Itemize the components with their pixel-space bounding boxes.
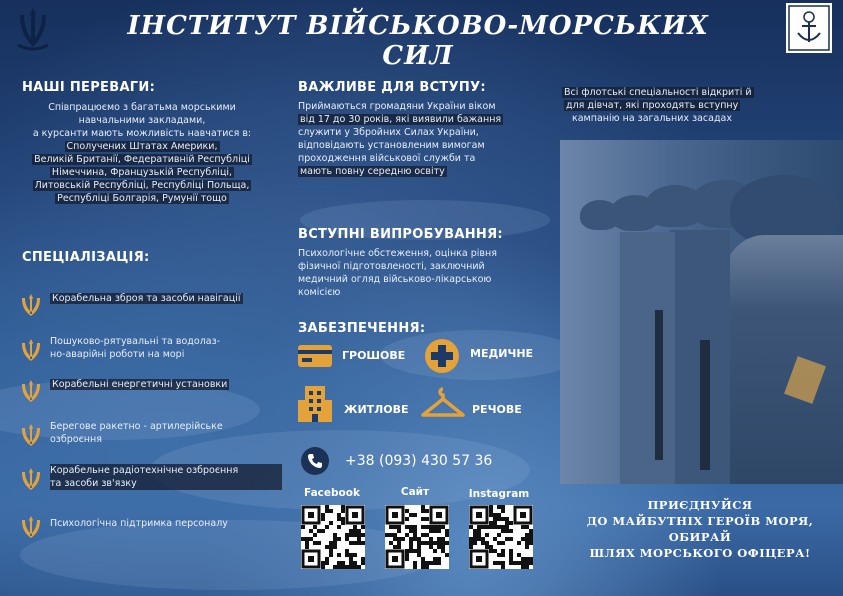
provision-clothes: РЕЧОВЕ [472,403,522,416]
advantages-line: Співпрацюємо з багатьма морськими [48,102,236,113]
list-item [18,333,268,369]
advantages-line: навчальними закладами, [78,115,206,126]
slogan-line: ОБИРАЙ [668,530,732,544]
exams-heading: ВСТУПНІ ВИПРОБУВАННЯ: [298,227,503,242]
notice-text [562,86,784,125]
notice-line: Всі флотські спеціальності відкриті й [564,87,752,98]
admission-text [298,100,526,178]
slogan [564,497,836,561]
page-title: ІНСТИТУТ ВІЙСЬКОВО-МОРСЬКИХ СИЛ [127,11,709,71]
money-card-icon [297,343,333,369]
qr-code-site[interactable] [385,505,449,569]
spec-label: Корабельна зброя та засоби навігації [52,293,241,304]
spec-label: Берегове ракетно - артилерійське [50,421,223,432]
medical-cross-icon [424,338,460,374]
admission-heading: ВАЖЛИВЕ ДЛЯ ВСТУПУ: [298,80,486,95]
trident-icon [18,337,44,363]
exams-line: медичний огляд військово-лікарською [298,274,492,285]
exams-text [298,247,526,299]
advantages-line: Сполучених Штатах Америки, [66,141,218,152]
trident-icon [18,466,44,492]
spec-label: озброєння [50,434,102,445]
qr-code-instagram[interactable] [469,505,533,569]
photo-detail [725,235,843,484]
qr-code-facebook[interactable] [301,505,365,569]
qr-pattern [469,505,533,569]
admission-line: від 17 до 30 років, які виявили бажання [300,114,502,125]
photo-detail [655,310,663,460]
cadets-photo [560,140,843,484]
advantages-line: а курсанти мають можливість навчатися в: [32,128,252,139]
contact-phone[interactable]: +38 (093) 430 57 36 [345,453,493,469]
trident-icon [18,514,44,540]
specialization-heading: СПЕЦІАЛІЗАЦІЯ: [22,250,150,265]
admission-line: служити у Збройних Силах України, [298,127,479,138]
list-item [18,374,268,410]
provision-medical: МЕДИЧНЕ [470,347,534,360]
advantages-line: Литовській Республіці, Республіці Польща, [34,180,250,191]
admission-line: проходження військової служби та [298,153,476,164]
list-item [18,288,268,324]
qr-pattern [385,505,449,569]
admission-line: відповідають установленим вимогам [298,140,485,151]
photo-detail [620,232,675,484]
qr-instagram-label: Instagram [468,488,530,500]
exams-line: фізичної підготовленості, заключний [298,261,485,272]
institute-emblem-icon [786,3,832,53]
trident-icon [18,292,44,318]
advantages-heading: НАШІ ПЕРЕВАГИ: [22,80,156,95]
spec-label: Психологічна підтримка персоналу [50,518,228,529]
housing-building-icon [297,384,333,424]
advantages-line: Великій Британії, Федеративній Республіці [34,154,250,165]
slogan-line: ДО МАЙБУТНІХ ГЕРОЇВ МОРЯ, [586,514,814,528]
exams-line: комісією [298,287,341,298]
spec-label: Корабельне радіотехнічне озброєння [50,465,239,476]
slogan-line: ШЛЯХ МОРСЬКОГО ОФІЦЕРА! [589,546,811,560]
notice-line: для дівчат, які проходять вступну [566,100,739,111]
spec-label: Пошуково-рятувальні та водолаз- [50,336,221,347]
trident-icon [18,422,44,448]
qr-facebook-label: Facebook [304,487,360,499]
photo-detail [700,340,710,470]
navy-emblem-icon [12,5,54,53]
list-item [18,510,268,546]
qr-pattern [301,505,365,569]
notice-line: кампанію на загальних засадах [572,113,732,124]
hanger-icon [420,387,466,419]
admission-line: мають повну середню освіту [300,166,445,177]
advantages-line: Республіці Болгарія, Румунії тощо [57,193,227,204]
spec-label: та засоби зв'язку [50,478,137,489]
admission-line: Приймаються громадяни України віком [298,101,496,112]
list-item [18,418,268,454]
advantages-text [14,101,270,205]
advantages-line: Німеччина, Французькій Республіці, [51,167,233,178]
provision-housing: ЖИТЛОВЕ [344,403,409,416]
spec-label: но-аварійні роботи на морі [50,349,185,360]
provision-heading: ЗАБЕЗПЕЧЕННЯ: [298,321,426,336]
provision-money: ГРОШОВЕ [342,349,406,362]
trident-icon [18,378,44,404]
slogan-line: ПРИЄДНУЙСЯ [647,498,753,512]
spec-label: Корабельні енергетичні установки [52,379,228,390]
exams-line: Психологічне обстеження, оцінка рівня [298,248,497,259]
phone-icon [300,446,330,476]
qr-site-label: Сайт [400,486,430,498]
list-item [18,462,268,498]
